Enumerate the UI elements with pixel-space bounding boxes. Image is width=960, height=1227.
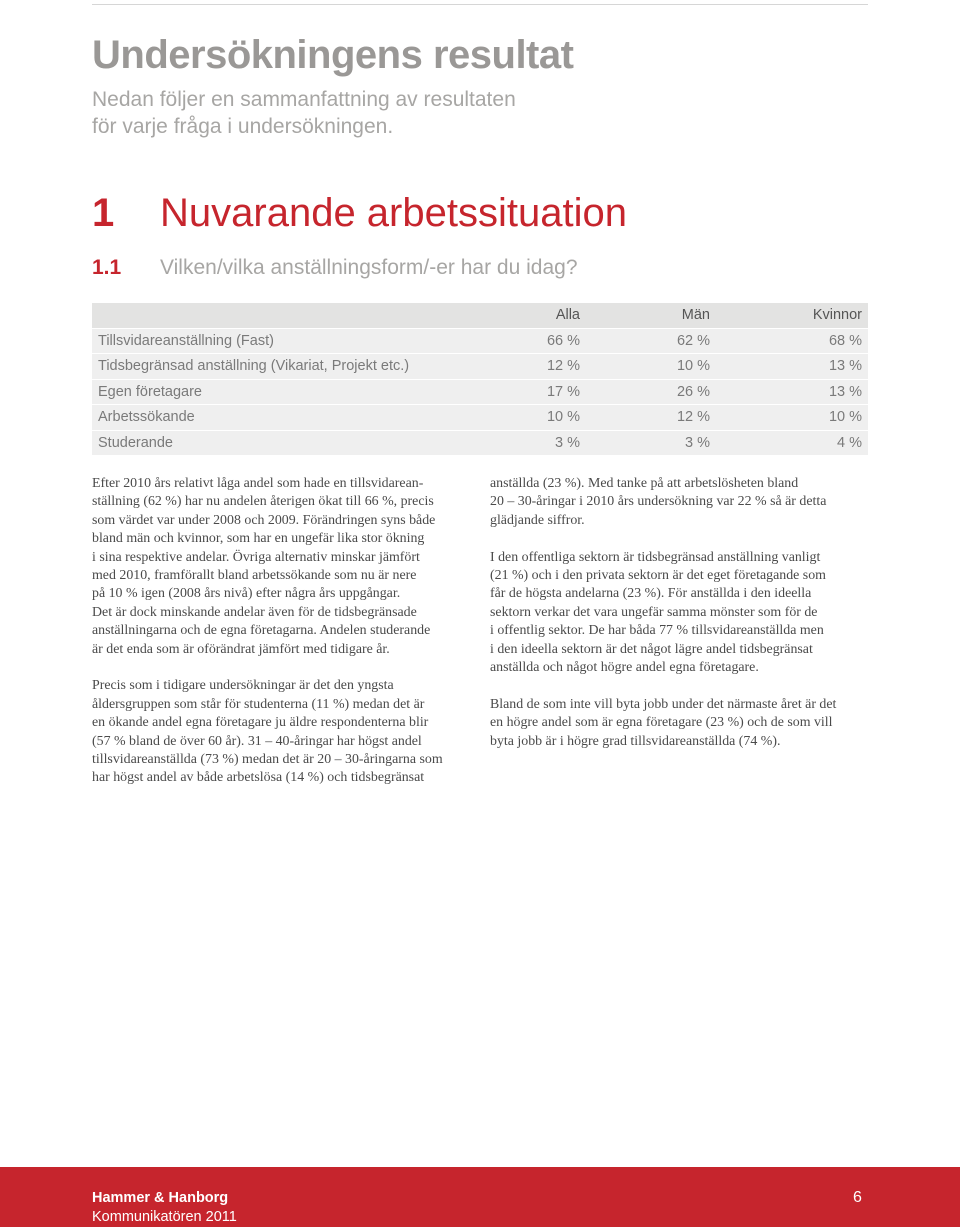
row-label: Arbetssökande: [92, 405, 456, 431]
text-line: på 10 % igen (2008 års nivå) efter några års uppgångar.: [92, 586, 401, 602]
table-header-row: [92, 303, 868, 328]
table-row: [92, 430, 868, 456]
text-line: anställningarna och de egna företagarna. Andelen studerande: [92, 623, 431, 639]
text-line: Precis som i tidigare undersökningar är det den yngsta: [92, 678, 394, 694]
text-line: är det enda som är oförändrat jämfört med tidigare år.: [92, 641, 390, 657]
text-line: I den offentliga sektorn är tidsbegränsad anställning vanligt: [490, 549, 821, 565]
text-line: (21 %) och i den privata sektorn är det eget företagande som: [490, 568, 826, 584]
text-line: en högre andel som är egna företagare (23 %) och de som vill: [490, 715, 833, 731]
table-header-alla: Alla: [456, 303, 586, 328]
cell-man: 10 %: [586, 354, 716, 380]
text-line: får de högsta andelarna (23 %). För anställda i den ideella: [490, 586, 812, 602]
text-line: byta jobb är i högre grad tillsvidareanställda (74 %).: [490, 733, 781, 749]
text-line: med 2010, framförallt bland arbetssökande som nu är nere: [92, 568, 417, 584]
results-table: [92, 303, 868, 456]
question-number: 1.1: [92, 256, 122, 279]
body-paragraph: [92, 677, 464, 787]
text-line: tillsvidareanställda (73 %) medan det är 20 – 30-åringarna som: [92, 752, 443, 768]
text-line: glädjande siffror.: [490, 512, 585, 528]
top-divider: [92, 4, 868, 5]
body-paragraph: [490, 549, 862, 678]
table-header-kvinnor: Kvinnor: [716, 303, 868, 328]
table-header-man: Män: [586, 303, 716, 328]
cell-man: 62 %: [586, 328, 716, 354]
body-paragraph: [490, 475, 862, 530]
cell-man: 3 %: [586, 430, 716, 456]
text-line: sektorn verkar det vara ungefär samma mönster som för de: [490, 604, 818, 620]
footer-bar: [0, 1167, 960, 1227]
text-line: ställning (62 %) har nu andelen återigen ökat till 66 %, precis: [92, 494, 434, 510]
text-line: Efter 2010 års relativt låga andel som hade en tillsvidarean-: [92, 476, 424, 491]
text-line: åldersgruppen som står för studenterna (11 %) medan det är: [92, 696, 425, 712]
body-column-right: [490, 475, 862, 769]
row-label: Tidsbegränsad anställning (Vikariat, Projekt etc.): [92, 354, 456, 380]
intro-text: [92, 86, 612, 140]
text-line: i sina respektive andelar. Övriga alternativ minskar jämfört: [92, 549, 420, 565]
footer-brand: Hammer & Hanborg: [92, 1190, 229, 1206]
cell-man: 12 %: [586, 405, 716, 431]
text-line: har högst andel av både arbetslösa (14 %) och tidsbegränsat: [92, 770, 425, 786]
cell-kvinnor: 10 %: [716, 405, 868, 431]
text-line: Bland de som inte vill byta jobb under det närmaste året är det: [490, 696, 837, 712]
text-line: i den ideella sektorn är det något lägre andel tidsbegränsat: [490, 641, 813, 657]
question-text: Vilken/vilka anställningsform/-er har du idag?: [160, 256, 578, 279]
page-number: 6: [853, 1189, 862, 1206]
table-row: [92, 405, 868, 431]
text-line: anställda (23 %). Med tanke på att arbetslösheten bland: [490, 476, 799, 491]
cell-kvinnor: 68 %: [716, 328, 868, 354]
table-row: [92, 328, 868, 354]
cell-kvinnor: 13 %: [716, 379, 868, 405]
body-column-left: [92, 475, 464, 806]
section-title: Nuvarande arbetssituation: [160, 191, 627, 235]
row-label: Studerande: [92, 430, 456, 456]
cell-man: 26 %: [586, 379, 716, 405]
table-row: [92, 354, 868, 380]
cell-alla: 12 %: [456, 354, 586, 380]
table-row: [92, 379, 868, 405]
body-paragraph: [92, 475, 464, 659]
text-line: i offentlig sektor. De har båda 77 % tillsvidareanställda men: [490, 623, 824, 639]
section-number: 1: [92, 191, 115, 235]
cell-kvinnor: 4 %: [716, 430, 868, 456]
cell-alla: 66 %: [456, 328, 586, 354]
page-title: Undersökningens resultat: [92, 33, 574, 77]
text-line: som värdet var under 2008 och 2009. Förändringen syns både: [92, 512, 436, 528]
cell-kvinnor: 13 %: [716, 354, 868, 380]
row-label: Tillsvidareanställning (Fast): [92, 328, 456, 354]
text-line: (57 % bland de över 60 år). 31 – 40-åringar har högst andel: [92, 733, 422, 749]
cell-alla: 17 %: [456, 379, 586, 405]
text-line: anställda och något högre andel egna företagare.: [490, 660, 759, 676]
text-line: 20 – 30-åringar i 2010 års undersökning var 22 % så är detta: [490, 494, 827, 510]
table-header-empty: [92, 303, 456, 328]
row-label: Egen företagare: [92, 379, 456, 405]
text-line: Det är dock minskande andelar även för de tidsbegränsade: [92, 604, 417, 620]
intro-line: Nedan följer en sammanfattning av resultaten: [92, 88, 516, 111]
intro-line: för varje fråga i undersökningen.: [92, 115, 394, 138]
cell-alla: 10 %: [456, 405, 586, 431]
footer-publication: Kommunikatören 2011: [92, 1209, 237, 1225]
text-line: en ökande andel egna företagare ju äldre respondenterna blir: [92, 715, 429, 731]
body-paragraph: [490, 696, 862, 751]
cell-alla: 3 %: [456, 430, 586, 456]
text-line: bland män och kvinnor, som har en ungefär lika stor ökning: [92, 531, 425, 547]
